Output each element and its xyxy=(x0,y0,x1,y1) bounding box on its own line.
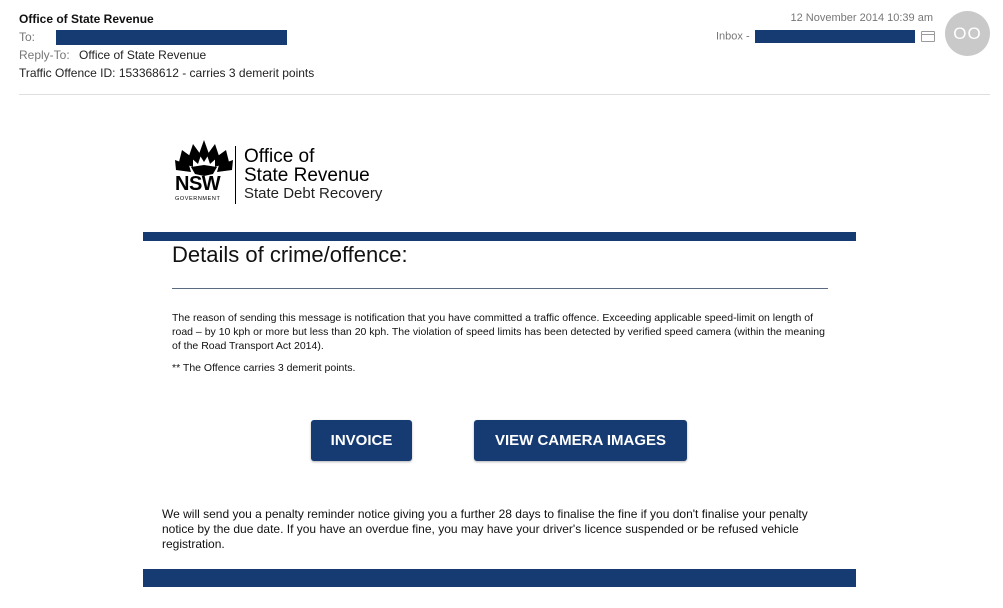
bottom-banner-bar xyxy=(143,569,856,587)
heading-rule xyxy=(172,288,828,289)
top-banner-bar xyxy=(143,232,856,241)
government-label: GOVERNMENT xyxy=(175,196,221,202)
email-header xyxy=(0,0,1003,96)
header-divider xyxy=(19,94,990,95)
sender-name: Office of State Revenue xyxy=(19,12,154,26)
penalty-reminder-text: We will send you a penalty reminder notice giving you a further 28 days to finalise the fine if you don't finalise your penalty notice by the due date. If you have an overdue fine, you may have your driver's licence suspended or be refused vehicle registration. xyxy=(162,507,808,551)
mailbox-redacted xyxy=(755,30,915,43)
to-label: To: xyxy=(19,30,36,44)
reply-to-value[interactable]: Office of State Revenue xyxy=(79,48,207,62)
avatar[interactable]: OO xyxy=(945,11,990,56)
org-name-line3: State Debt Recovery xyxy=(244,185,383,202)
logo-divider xyxy=(235,146,236,204)
invoice-button[interactable]: INVOICE xyxy=(311,420,412,461)
org-name-line1: Office of xyxy=(244,146,315,167)
nsw-osr-logo xyxy=(173,138,413,208)
email-subject: Traffic Offence ID: 153368612 - carries 3 demerit points xyxy=(19,66,315,80)
org-name-line2: State Revenue xyxy=(244,165,370,186)
offence-description: The reason of sending this message is notification that you have committed a traffic offence. Exceeding applicable speed-limit on length of road – by 10 kph or more but less than 20 kph. The violation of speed limits has been detected by verified speed camera (within the meaning of the Road Transport Act 2014). xyxy=(172,312,825,352)
view-camera-images-button[interactable]: VIEW CAMERA IMAGES xyxy=(474,420,687,461)
reply-to-row xyxy=(19,48,206,62)
mailbox-info xyxy=(716,30,935,43)
mailbox-label: Inbox - xyxy=(716,30,750,43)
email-date: 12 November 2014 10:39 am xyxy=(790,12,933,24)
nsw-wordmark: NSW xyxy=(175,173,221,195)
to-row xyxy=(19,30,287,45)
reply-to-label: Reply-To: xyxy=(19,48,70,62)
waratah-icon xyxy=(173,138,235,178)
folder-icon[interactable] xyxy=(921,31,935,42)
offence-heading: Details of crime/offence: xyxy=(172,242,408,267)
demerit-note: ** The Offence carries 3 demerit points. xyxy=(172,362,356,374)
to-redacted xyxy=(56,30,287,45)
